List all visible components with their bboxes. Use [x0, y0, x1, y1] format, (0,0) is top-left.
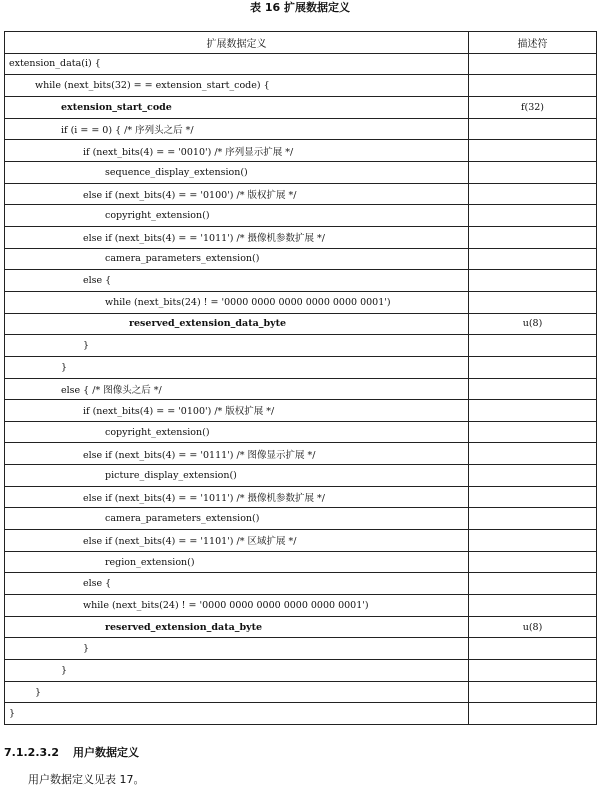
- table-row: [5, 573, 597, 595]
- table-row: [5, 205, 597, 227]
- descriptor-cell: [469, 595, 597, 617]
- syntax-cell: }: [5, 681, 469, 703]
- syntax-cell: if (next_bits(4) = = '0010') /* 序列显示扩展 */: [5, 140, 469, 162]
- descriptor-cell: [469, 573, 597, 595]
- table-row: [5, 465, 597, 487]
- table-row: [5, 421, 597, 443]
- descriptor-cell: u(8): [469, 616, 597, 638]
- syntax-cell: if (next_bits(4) = = '0100') /* 版权扩展 */: [5, 400, 469, 422]
- descriptor-cell: [469, 638, 597, 660]
- table-row: [5, 270, 597, 292]
- table-row: [5, 508, 597, 530]
- table-row: [5, 75, 597, 97]
- descriptor-cell: f(32): [469, 96, 597, 118]
- table-row: [5, 291, 597, 313]
- descriptor-cell: [469, 465, 597, 487]
- descriptor-cell: [469, 248, 597, 270]
- syntax-cell: else if (next_bits(4) = = '1011') /* 摄像机参数扩展 */: [5, 486, 469, 508]
- table-row: [5, 443, 597, 465]
- table-row: [5, 118, 597, 140]
- descriptor-cell: [469, 205, 597, 227]
- section-title: 用户数据定义: [72, 746, 139, 759]
- syntax-cell: while (next_bits(24) ! = '0000 0000 0000 0000 0000 0001'): [5, 595, 469, 617]
- descriptor-cell: [469, 335, 597, 357]
- descriptor-cell: [469, 140, 597, 162]
- syntax-cell: }: [5, 703, 469, 725]
- header-definition: 扩展数据定义: [5, 32, 469, 54]
- table-row: [5, 530, 597, 552]
- syntax-cell: else {: [5, 573, 469, 595]
- syntax-cell: extension_start_code: [5, 96, 469, 118]
- table-row: [5, 400, 597, 422]
- descriptor-cell: [469, 183, 597, 205]
- syntax-cell: }: [5, 356, 469, 378]
- descriptor-cell: [469, 703, 597, 725]
- syntax-cell: camera_parameters_extension(): [5, 508, 469, 530]
- body-paragraph: 用户数据定义见表 17。: [28, 773, 145, 786]
- descriptor-cell: [469, 681, 597, 703]
- extension-data-syntax-table: [4, 31, 597, 725]
- table-row: [5, 486, 597, 508]
- descriptor-cell: [469, 53, 597, 75]
- descriptor-cell: [469, 118, 597, 140]
- descriptor-cell: [469, 443, 597, 465]
- syntax-cell: }: [5, 660, 469, 682]
- table-row: [5, 616, 597, 638]
- descriptor-cell: [469, 400, 597, 422]
- syntax-cell: while (next_bits(32) = = extension_start_code) {: [5, 75, 469, 97]
- table-row: [5, 183, 597, 205]
- syntax-cell: reserved_extension_data_byte: [5, 313, 469, 335]
- table-row: [5, 595, 597, 617]
- syntax-cell: region_extension(): [5, 551, 469, 573]
- syntax-cell: else {: [5, 270, 469, 292]
- table-row: [5, 660, 597, 682]
- table-title: 表 16 扩展数据定义: [250, 1, 350, 14]
- section-heading: [4, 744, 139, 760]
- table-row: [5, 161, 597, 183]
- header-descriptor: 描述符: [469, 32, 597, 54]
- descriptor-cell: [469, 660, 597, 682]
- syntax-cell: else if (next_bits(4) = = '0100') /* 版权扩展 */: [5, 183, 469, 205]
- descriptor-cell: [469, 291, 597, 313]
- syntax-cell: copyright_extension(): [5, 421, 469, 443]
- syntax-cell: while (next_bits(24) ! = '0000 0000 0000 0000 0000 0001'): [5, 291, 469, 313]
- table-row: [5, 335, 597, 357]
- descriptor-cell: [469, 421, 597, 443]
- descriptor-cell: [469, 486, 597, 508]
- descriptor-cell: [469, 161, 597, 183]
- table-row: [5, 356, 597, 378]
- table-row: [5, 248, 597, 270]
- syntax-cell: else if (next_bits(4) = = '0111') /* 图像显示扩展 */: [5, 443, 469, 465]
- descriptor-cell: [469, 356, 597, 378]
- descriptor-cell: [469, 270, 597, 292]
- syntax-cell: extension_data(i) {: [5, 53, 469, 75]
- table-row: [5, 551, 597, 573]
- descriptor-cell: [469, 226, 597, 248]
- syntax-cell: camera_parameters_extension(): [5, 248, 469, 270]
- table-row: [5, 638, 597, 660]
- syntax-cell: else if (next_bits(4) = = '1101') /* 区域扩展 */: [5, 530, 469, 552]
- descriptor-cell: u(8): [469, 313, 597, 335]
- descriptor-cell: [469, 530, 597, 552]
- table-row: [5, 313, 597, 335]
- syntax-cell: }: [5, 335, 469, 357]
- syntax-cell: }: [5, 638, 469, 660]
- section-number: 7.1.2.3.2: [4, 746, 59, 759]
- syntax-cell: copyright_extension(): [5, 205, 469, 227]
- table-row: [5, 703, 597, 725]
- syntax-cell: picture_display_extension(): [5, 465, 469, 487]
- syntax-cell: reserved_extension_data_byte: [5, 616, 469, 638]
- syntax-cell: else if (next_bits(4) = = '1011') /* 摄像机参数扩展 */: [5, 226, 469, 248]
- descriptor-cell: [469, 378, 597, 400]
- table-row: [5, 378, 597, 400]
- table-row: [5, 681, 597, 703]
- table-row: [5, 53, 597, 75]
- descriptor-cell: [469, 508, 597, 530]
- syntax-cell: sequence_display_extension(): [5, 161, 469, 183]
- table-row: [5, 96, 597, 118]
- syntax-cell: else { /* 图像头之后 */: [5, 378, 469, 400]
- table-row: [5, 140, 597, 162]
- syntax-cell: if (i = = 0) { /* 序列头之后 */: [5, 118, 469, 140]
- table-header-row: [5, 32, 597, 54]
- descriptor-cell: [469, 551, 597, 573]
- table-row: [5, 226, 597, 248]
- descriptor-cell: [469, 75, 597, 97]
